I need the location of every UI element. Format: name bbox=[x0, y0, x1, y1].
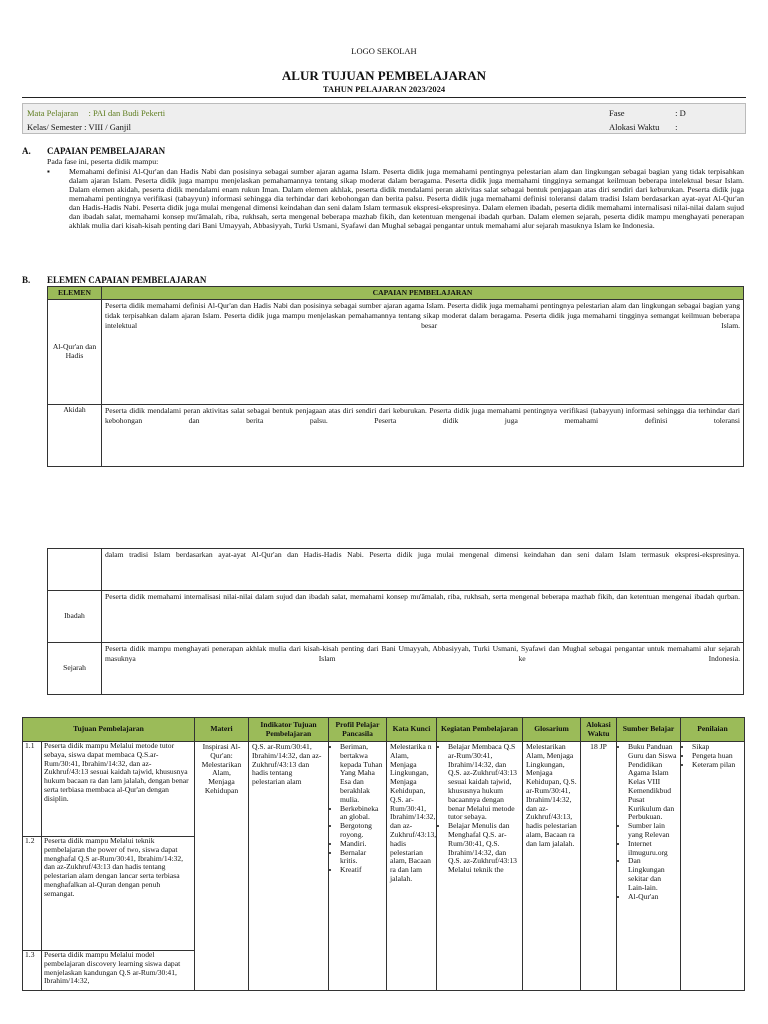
section-a-intro: Pada fase ini, peserta didik mampu: bbox=[47, 157, 159, 166]
time-value: : bbox=[675, 122, 678, 132]
elemen-text: dalam tradisi Islam berdasarkan ayat-ayat Al-Qur'an dan Hadis-Hadis Nabi. Peserta didik juga mulai mengenal dimensi keindahan dan seni dalam Islam termasuk ekspresi-ekspresinya. bbox=[102, 549, 744, 591]
atp-row bbox=[23, 742, 745, 991]
profil-item: • Bernalar kritis. bbox=[340, 849, 383, 867]
tujuan-item bbox=[23, 742, 194, 837]
sumber-item: • Internet ilmuguru.org bbox=[628, 840, 677, 858]
alokasi-cell: 18 JP bbox=[581, 742, 617, 991]
header-divider bbox=[22, 97, 746, 98]
profil-list bbox=[332, 743, 383, 875]
phase-row bbox=[609, 108, 686, 118]
sumber-list bbox=[620, 743, 677, 901]
elemen-row bbox=[48, 549, 744, 591]
elemen-name: Sejarah bbox=[48, 643, 102, 695]
time-row bbox=[609, 122, 678, 132]
elemen-row bbox=[48, 405, 744, 467]
elemen-table-part2 bbox=[47, 548, 744, 695]
col-capaian: CAPAIAN PEMBELAJARAN bbox=[102, 287, 744, 300]
tujuan-number: 1.2 bbox=[25, 837, 35, 845]
tujuan-text: Peserta didik mampu Melalui model pembelajaran discovery learning siswa dapat menjelaskan kandungan Q.S ar-Rum/30:41, Ibrahim/14:32, bbox=[41, 951, 194, 990]
elemen-text: Peserta didik mendalami peran aktivitas salat sebagai bentuk penjagaan atas diri sendiri dari keburukan. Peserta didik juga memahami pentingnya verifikasi (tabayyun) informasi sehingga dia terhindar dari kebohongan dan berita palsu. Peserta didik juga memahami definisi toleransi bbox=[102, 405, 744, 467]
tujuan-text: Peserta didik mampu Melalui teknik pembelajaran the power of two, siswa dapat menghafal Q.S ar-Rum/30:41, Ibrahim/14:32, dan az-Zukhruf/43:13 dan hadis tentang pelestarian alam dengan lancar serta terbiasa menghafalkan al-Quran dengan penuh semangat. bbox=[41, 837, 194, 950]
col-glosarium: Glosarium bbox=[523, 718, 581, 742]
indikator-cell: Q.S. ar-Rum/30:41, Ibrahim/14:32, dan az-Zukhruf/43:13 dan hadis tentang pelestarian alam bbox=[249, 742, 329, 991]
sumber-item: • Buku Panduan Guru dan Siswa Pendidikan Agama Islam Kelas VIII Kemendikbud Pusat Kurikulum dan Perbukuan. bbox=[628, 743, 677, 822]
col-indikator: Indikator Tujuan Pembelajaran bbox=[249, 718, 329, 742]
col-elemen: ELEMEN bbox=[48, 287, 102, 300]
section-b-heading: ELEMEN CAPAIAN PEMBELAJARAN bbox=[47, 275, 207, 285]
sumber-cell bbox=[617, 742, 681, 991]
penilaian-cell bbox=[681, 742, 745, 991]
elemen-name: Akidah bbox=[48, 405, 102, 467]
penilaian-list bbox=[684, 743, 741, 769]
document-subtitle: TAHUN PELAJARAN 2023/2024 bbox=[322, 84, 446, 94]
class-value: : VIII / Ganjil bbox=[84, 122, 131, 132]
elemen-name: Ibadah bbox=[48, 591, 102, 643]
profil-cell bbox=[329, 742, 387, 991]
subject-row bbox=[27, 108, 165, 118]
tujuan-item bbox=[23, 951, 194, 990]
kegiatan-list bbox=[440, 743, 519, 875]
elemen-table-header bbox=[48, 287, 744, 300]
time-label: Alokasi Waktu bbox=[609, 122, 660, 132]
profil-item: • Bergotong royong. bbox=[340, 822, 383, 840]
penilaian-item: • Sikap bbox=[692, 743, 741, 752]
sumber-item: • Al-Qur'an bbox=[628, 893, 677, 902]
tujuan-cell bbox=[23, 742, 195, 991]
profil-item: • Berkebineka an global. bbox=[340, 805, 383, 823]
elemen-text: Peserta didik memahami definisi Al-Qur'an dan Hadis Nabi dan posisinya sebagai sumber ajaran agama Islam. Peserta didik juga memahami pentingnya pelestarian alam dan lingkungan sebagai bagian yang tidak terpisahkan dalam ajaran Islam. Peserta didik juga mampu menjelaskan pemahamannya tentang sikap moderat dalam beragama. Peserta didik juga memahami tingginya semangat keilmuan beberapa intelektual besar Islam. bbox=[102, 300, 744, 405]
profil-item: • Kreatif bbox=[340, 866, 383, 875]
col-alokasi: Alokasi Waktu bbox=[581, 718, 617, 742]
section-b-marker: B. bbox=[22, 275, 31, 285]
tujuan-number: 1.1 bbox=[25, 742, 35, 750]
elemen-name bbox=[48, 549, 102, 591]
tujuan-item bbox=[23, 837, 194, 951]
section-a-heading: CAPAIAN PEMBELAJARAN bbox=[47, 146, 166, 156]
profil-item: • Mandiri. bbox=[340, 840, 383, 849]
class-row bbox=[27, 122, 131, 132]
section-a-marker: A. bbox=[22, 146, 31, 156]
elemen-row bbox=[48, 643, 744, 695]
subject-value: : PAI dan Budi Pekerti bbox=[88, 108, 166, 118]
elemen-name: Al-Qur'an dan Hadis bbox=[48, 300, 102, 405]
col-profil: Profil Pelajar Pancasila bbox=[329, 718, 387, 742]
identity-box bbox=[22, 103, 746, 134]
sumber-item: • Dan Lingkungan sekitar dan Lain-lain. bbox=[628, 857, 677, 892]
col-kegiatan: Kegiatan Pembelajaran bbox=[437, 718, 523, 742]
kegiatan-cell bbox=[437, 742, 523, 991]
subject-label: Mata Pelajaran bbox=[27, 108, 79, 118]
col-materi: Materi bbox=[195, 718, 249, 742]
kegiatan-item: • Belajar Membaca Q.S ar-Rum/30:41, Ibrahim/14:32, dan Q.S. az-Zukhruf/43:13 sesuai kaidah tajwid, khususnya hukum bacaannya dengan benar Melalui metode tutor sebaya. bbox=[448, 743, 519, 822]
elemen-text: Peserta didik mampu menghayati penerapan akhlak mulia dari kisah-kisah penting dari Bani Umayyah, Abbasiyyah, Turki Usmani, Syafawi dan Mughal sebagai pengantar untuk memahami alur sejarah masuknya Islam ke Indonesia. bbox=[102, 643, 744, 695]
bullet-icon: ▪ bbox=[47, 167, 50, 176]
elemen-row bbox=[48, 300, 744, 405]
logo-text: LOGO SEKOLAH bbox=[351, 46, 417, 56]
profil-item: • Beriman, bertakwa kepada Tuhan Yang Maha Esa dan berakhlak mulia. bbox=[340, 743, 383, 805]
glosarium-cell: Melestarikan Alam, Menjaga Lingkungan, Menjaga Kehidupan, Q.S. ar-Rum/30:41, Ibrahim/14:32, dan az-Zukhruf/43:13, hadis pelestarian alam, Bacaan ra dan lam jalalah. bbox=[523, 742, 581, 991]
phase-value: : D bbox=[675, 108, 686, 118]
class-label: Kelas/ Semester bbox=[27, 122, 82, 132]
materi-cell: Inspirasi Al-Qur'an: Melestarikan Alam, Menjaga Kehidupan bbox=[195, 742, 249, 991]
tujuan-number: 1.3 bbox=[25, 951, 35, 959]
atp-header-row bbox=[23, 718, 745, 742]
elemen-row bbox=[48, 591, 744, 643]
sumber-item: • Sumber lain yang Relevan bbox=[628, 822, 677, 840]
col-penilaian: Penilaian bbox=[681, 718, 745, 742]
kata-kunci-cell: Melestarika n Alam, Menjaga Lingkungan, Menjaga Kehidupan, Q.S. ar-Rum/30:41, Ibrahim/14:32, dan az-Zukhruf/43:13, hadis pelestarian alam, Bacaan ra dan lam jalalah. bbox=[387, 742, 437, 991]
phase-label: Fase bbox=[609, 108, 625, 118]
section-a-bullet: Memahami definisi Al-Qur'an dan Hadis Nabi dan posisinya sebagai sumber ajaran agama Islam. Peserta didik juga memahami pentingnya pelestarian alam dan lingkungan sebagai bagian yang tidak terpisahkan dalam ajaran Islam. Peserta didik juga mampu menjelaskan pemahamannya tentang sikap moderat dalam beragama. Peserta didik juga memahami tingginya semangat keilmuan beberapa intelektual besar Islam. Dalam elemen akidah, peserta didik mendalami enam rukun Iman. Dalam elemen akhlak, peserta didik mendalami peran aktivitas salat sebagai bentuk penjagaan atas diri sendiri dari keburukan. Peserta didik juga memahami pentingnya verifikasi (tabayyun) informasi sehingga dia terhindar dari kebohongan dan berita palsu. Peserta didik juga memahami definisi toleransi dalam tradisi Islam berdasarkan ayat-ayat Al-Qur'an dan Hadis-Hadis Nabi. Peserta didik juga mulai mengenal dimensi keindahan dan seni dalam Islam termasuk ekspresi-ekspresinya. Dalam elemen ibadah, peserta didik memahami internalisasi nilai-nilai dalam sujud dan ibadah salat, memahami konsep mu'āmalah, riba, rukhsah, serta mengenal beberapa mazhab fikih, dan ketentuan mengenai ibadah qurban. Dalam elemen sejarah, peserta didik mampu menghayati penerapan akhlak mulia dari kisah-kisah penting dari Bani Umayyah, Abbasiyyah, Turki Usmani, Syafawi dan Mughal sebagai pengantar untuk memahami alur sejarah masuknya Islam ke Indonesia. bbox=[69, 167, 744, 231]
tujuan-text: Peserta didik mampu Melalui metode tutor sebaya, siswa dapat membaca Q.S.ar-Rum/30:41, Ibrahim/14:32, dan az-Zukhruf/43:13 sesuai kaidah tajwid, khususnya hukum bacaan ra dan lam jalalah, dengan benar serta terbiasa membaca al-Qur'an dengan disiplin. bbox=[41, 742, 194, 836]
col-kata-kunci: Kata Kunci bbox=[387, 718, 437, 742]
elemen-table-part1 bbox=[47, 286, 744, 467]
atp-table bbox=[22, 717, 745, 991]
elemen-text: Peserta didik memahami internalisasi nilai-nilai dalam sujud dan ibadah salat, memahami konsep mu'āmalah, riba, rukhsah, serta mengenal beberapa mazhab fikih, dan ketentuan mengenai ibadah qurban. bbox=[102, 591, 744, 643]
col-sumber: Sumber Belajar bbox=[617, 718, 681, 742]
penilaian-item: • Pengeta huan bbox=[692, 752, 741, 761]
document-title: ALUR TUJUAN PEMBELAJARAN bbox=[281, 68, 487, 83]
kegiatan-item: • Belajar Menulis dan Menghafal Q.S. ar-Rum/30:41, Q.S. Ibrahim/14:32, dan Q.S. az-Zukhruf/43:13 Melalui teknik the bbox=[448, 822, 519, 875]
penilaian-item: • Keteram pilan bbox=[692, 761, 741, 770]
col-tujuan: Tujuan Pembelajaran bbox=[23, 718, 195, 742]
